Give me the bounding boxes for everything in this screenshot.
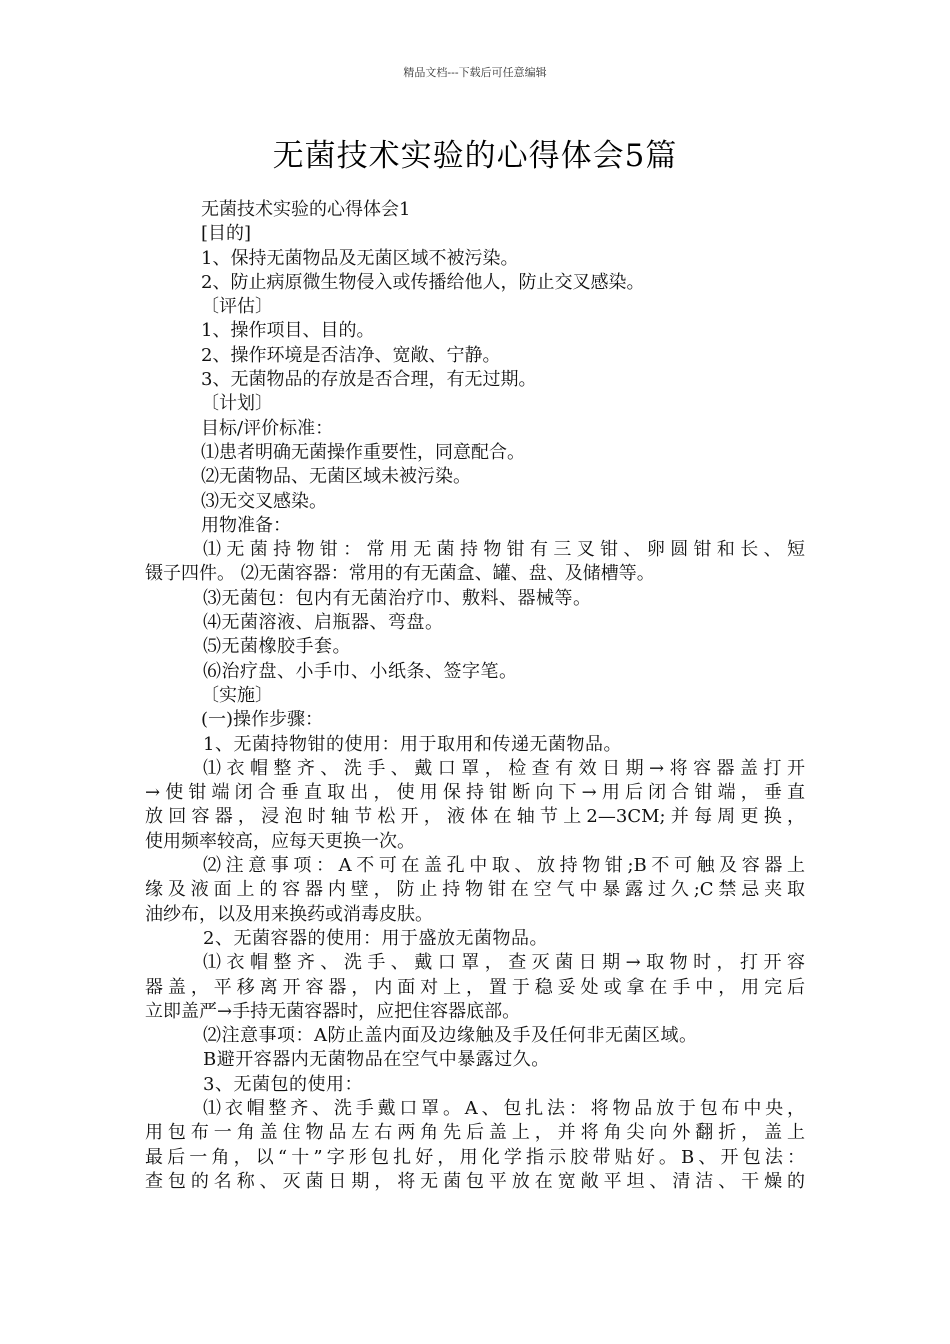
- paragraph-line: 查包的名称、灭菌日期，将无菌包平放在宽敞平坦、清洁、干燥的: [145, 1170, 805, 1192]
- paragraph-line: ⑴衣帽整齐、洗手戴口罩。A、包扎法：将物品放于包布中央，: [203, 1097, 805, 1119]
- paragraph-line: 1、无菌持物钳的使用：用于取用和传递无菌物品。: [203, 733, 622, 755]
- paragraph-line: ⑸无菌橡胶手套。: [203, 636, 351, 658]
- paragraph-line: ⑶无菌包：包内有无菌治疗巾、敷料、器械等。: [203, 587, 592, 609]
- paragraph-line: ⑵注意事项：A不可在盖孔中取、放持物钳;B不可触及容器上: [203, 855, 805, 877]
- paragraph-line: ⑷无菌溶液、启瓶器、弯盘。: [203, 612, 444, 634]
- paragraph-line: 目标/评价标准：: [201, 417, 334, 439]
- document-body: [145, 198, 805, 1194]
- paragraph-line: (一)操作步骤：: [201, 709, 324, 731]
- paragraph-line: ⑴衣帽整齐、洗手、戴口罩，检查有效日期→将容器盖打开: [203, 757, 805, 779]
- paragraph-line: 2、无菌容器的使用：用于盛放无菌物品。: [203, 927, 548, 949]
- paragraph-line: 最后一角，以“十”字形包扎好，用化学指示胶带贴好。B、开包法：: [145, 1146, 805, 1168]
- paragraph-line: 3、无菌物品的存放是否合理，有无过期。: [201, 369, 537, 391]
- paragraph-line: 用物准备：: [201, 514, 291, 536]
- paragraph-line: 镊子四件。 ⑵无菌容器：常用的有无菌盒、罐、盘、及储槽等。: [145, 563, 655, 585]
- paragraph-line: 用包布一角盖住物品左右两角先后盖上，并将角尖向外翻折，盖上: [145, 1122, 805, 1144]
- paragraph-line: 缘及液面上的容器内壁，防止持物钳在空气中暴露过久;C禁忌夹取: [145, 879, 805, 901]
- paragraph-line: 油纱布，以及用来换药或消毒皮肤。: [145, 903, 433, 925]
- page-header: 精品文档---下载后可任意编辑: [403, 66, 547, 79]
- paragraph-line: ⑹治疗盘、小手巾、小纸条、签字笔。: [203, 660, 518, 682]
- paragraph-line: 1、操作项目、目的。: [201, 320, 375, 342]
- paragraph-line: ⑴无菌持物钳：常用无菌持物钳有三叉钳、卵圆钳和长、短: [203, 539, 805, 561]
- paragraph-line: 放回容器，浸泡时轴节松开，液体在轴节上2—3CM;并每周更换，: [145, 806, 805, 828]
- paragraph-line: 3、无菌包的使用：: [203, 1073, 363, 1095]
- paragraph-line: ⑴衣帽整齐、洗手、戴口罩，查灭菌日期→取物时，打开容: [203, 952, 805, 974]
- subheading-assessment: 〔评估〕: [201, 296, 273, 318]
- paragraph-line: ⑶无交叉感染。: [201, 490, 327, 512]
- subheading-implementation: 〔实施〕: [201, 684, 273, 706]
- paragraph-line: 1、保持无菌物品及无菌区域不被污染。: [201, 247, 519, 269]
- subheading-purpose: [目的]: [201, 223, 252, 245]
- paragraph-line: ⑴患者明确无菌操作重要性，同意配合。: [201, 441, 525, 463]
- paragraph-line: ⑵无菌物品、无菌区域未被污染。: [201, 466, 471, 488]
- paragraph-line: 器盖，平移离开容器，内面对上，置于稳妥处或拿在手中，用完后: [145, 976, 805, 998]
- subheading-plan: 〔计划〕: [201, 393, 273, 415]
- paragraph-line: 2、防止病原微生物侵入或传播给他人，防止交叉感染。: [201, 271, 645, 293]
- section-heading: 无菌技术实验的心得体会1: [201, 199, 411, 220]
- paragraph-line: →使钳端闭合垂直取出，使用保持钳断向下→用后闭合钳端，垂直: [145, 782, 805, 804]
- paragraph-line: ⑵注意事项：A防止盖内面及边缘触及手及任何非无菌区域。: [203, 1025, 698, 1047]
- paragraph-line: B避开容器内无菌物品在空气中暴露过久。: [203, 1049, 550, 1071]
- paragraph-line: 立即盖严→手持无菌容器时，应把住容器底部。: [145, 1000, 521, 1022]
- document-title: 无菌技术实验的心得体会5篇: [272, 138, 678, 174]
- paragraph-line: 2、操作环境是否洁净、宽敞、宁静。: [201, 344, 501, 366]
- paragraph-line: 使用频率较高，应每天更换一次。: [145, 830, 415, 852]
